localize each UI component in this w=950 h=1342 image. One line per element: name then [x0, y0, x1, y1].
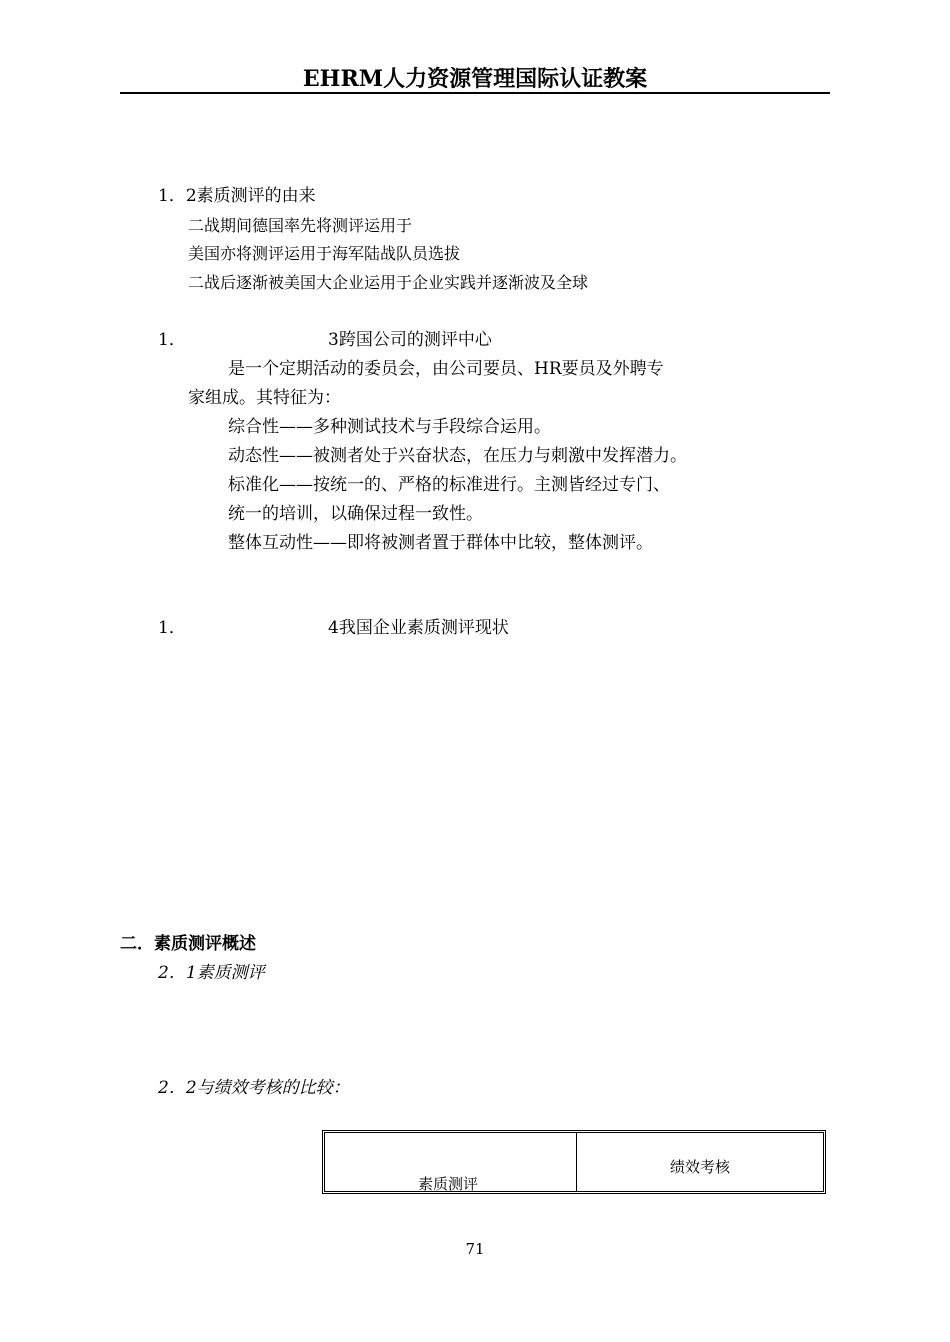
feature-item-3: 标准化——按统一的、严格的标准进行。主测皆经过专门、 — [228, 475, 670, 495]
page-number: 71 — [465, 1240, 485, 1258]
table-header-cell-left — [325, 1133, 577, 1191]
section-1-3-number: 1． — [158, 330, 186, 350]
section-1-2-line-2: 美国亦将测评运用于海军陆战队员选拔 — [188, 244, 461, 263]
header-divider — [120, 92, 830, 94]
section-2-1-heading: 2．1素质测评 — [158, 963, 265, 983]
section-1-3-intro-line-2: 家组成。其特征为： — [188, 388, 341, 408]
comparison-table — [322, 1130, 826, 1194]
section-1-2-heading: 1．2素质测评的由来 — [158, 186, 316, 206]
section-1-3-title: 3跨国公司的测评中心 — [328, 330, 492, 350]
section-1-4-number: 1． — [158, 618, 186, 638]
section-1-2-line-1: 二战期间德国率先将测评运用于 — [188, 216, 413, 235]
table-header-quality-assessment: 素质测评 — [418, 1175, 479, 1193]
table-header-performance-appraisal: 绩效考核 — [670, 1158, 731, 1176]
feature-item-2: 动态性——被测者处于兴奋状态，在压力与刺激中发挥潜力。 — [228, 446, 687, 466]
feature-item-1: 综合性——多种测试技术与手段综合运用。 — [228, 417, 551, 437]
section-1-3-intro-line-1: 是一个定期活动的委员会，由公司要员、HR要员及外聘专 — [228, 359, 664, 379]
section-2-heading: 二．素质测评概述 — [120, 934, 256, 954]
section-1-4-title: 4我国企业素质测评现状 — [328, 618, 509, 638]
feature-item-3-cont: 统一的培训，以确保过程一致性。 — [228, 504, 483, 524]
page-header-title: EHRM人力资源管理国际认证教案 — [302, 66, 648, 92]
section-1-2-line-3: 二战后逐渐被美国大企业运用于企业实践并逐渐波及全球 — [188, 273, 589, 292]
table-header-cell-right — [577, 1133, 823, 1191]
section-2-2-heading: 2．2与绩效考核的比较： — [158, 1078, 350, 1098]
feature-item-4: 整体互动性——即将被测者置于群体中比较，整体测评。 — [228, 533, 653, 553]
